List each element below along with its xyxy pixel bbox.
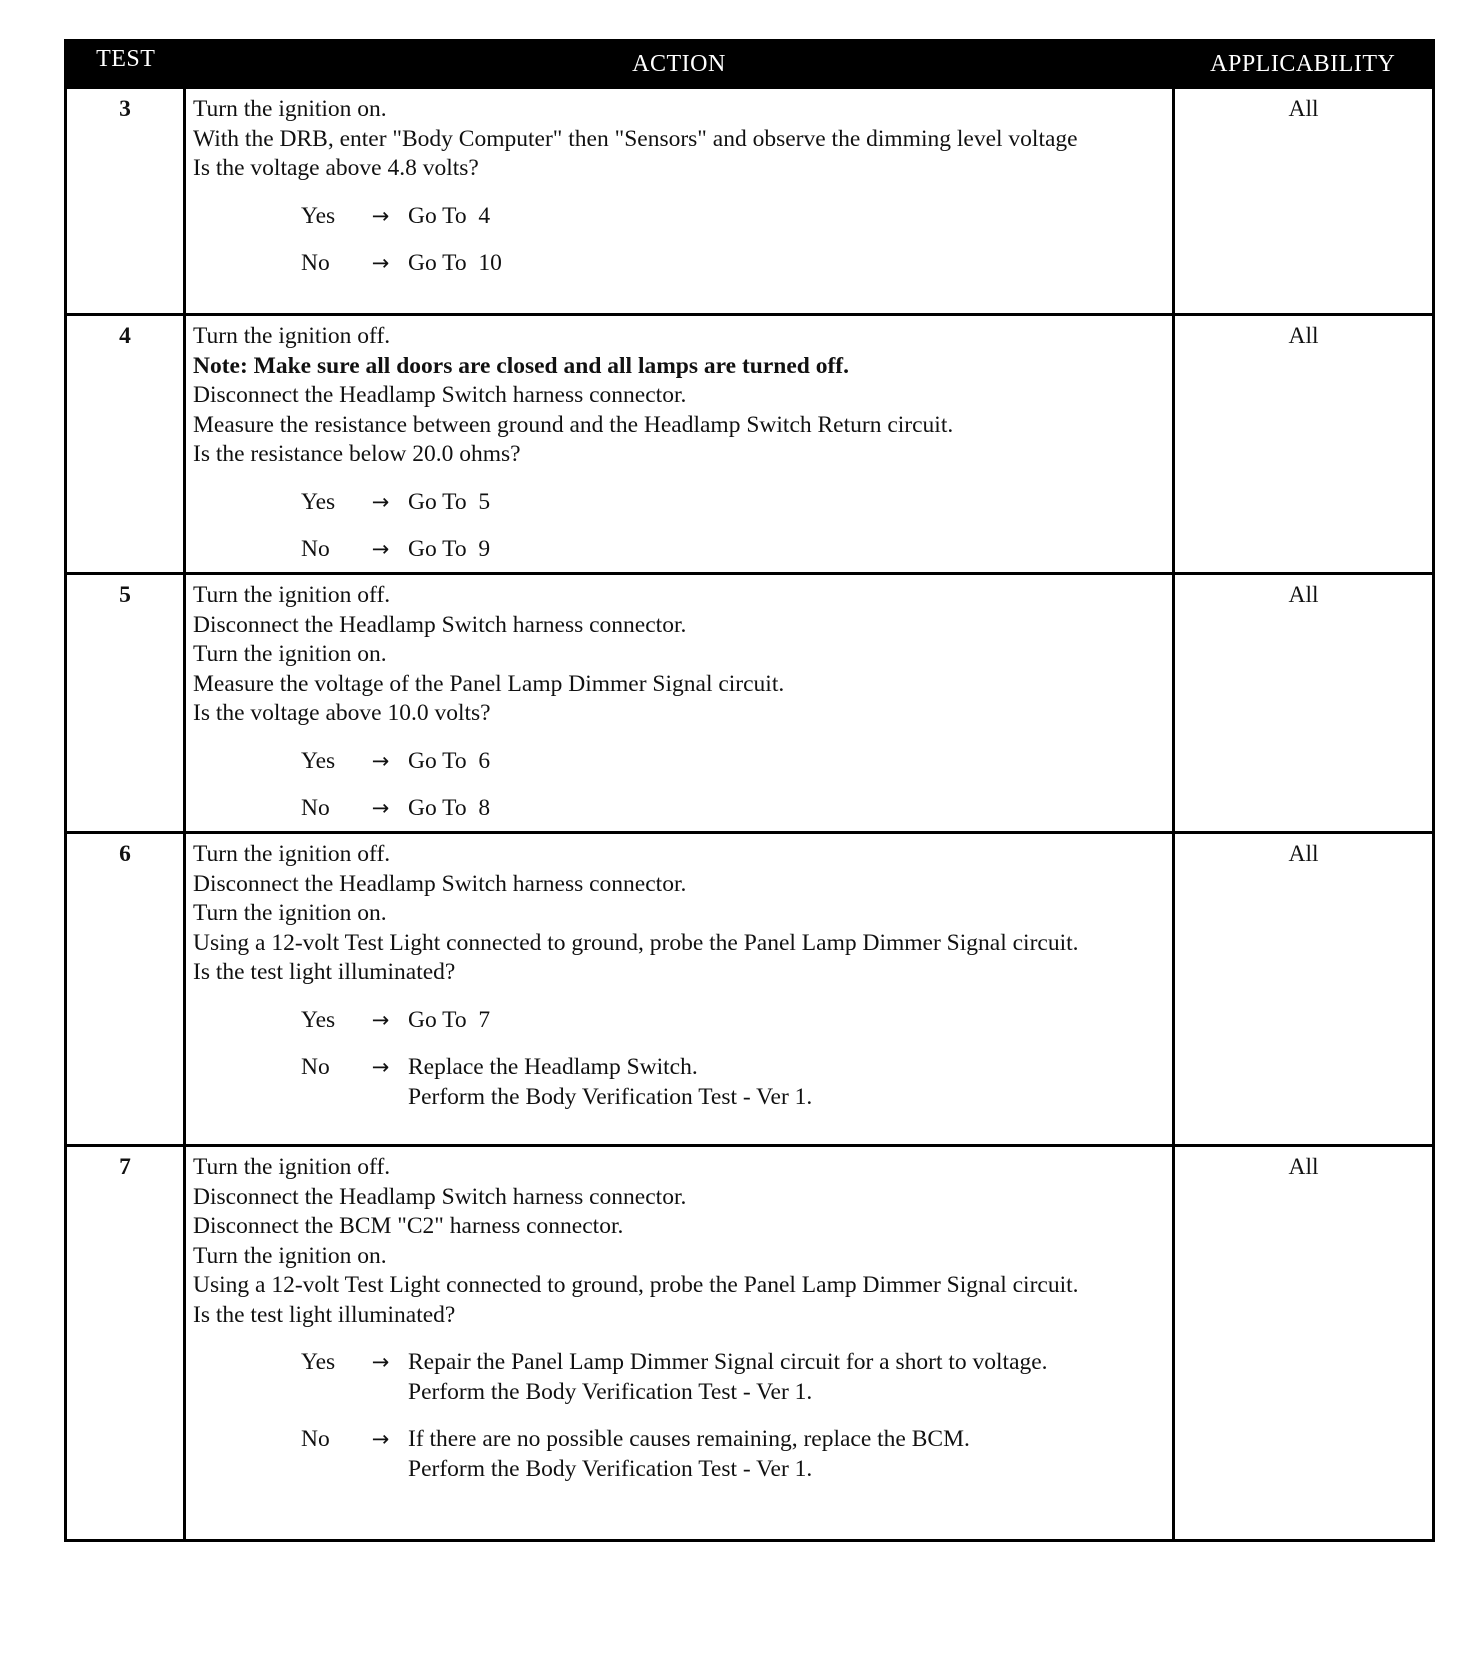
action-step: Turn the ignition off. [193, 323, 391, 349]
test-number: 4 [66, 315, 185, 574]
no-outcome [193, 249, 1164, 279]
no-result-followup: Perform the Body Verification Test - Ver 1. [408, 1455, 813, 1482]
diagnostic-test-table [64, 39, 1435, 1542]
header-test: TEST [66, 41, 185, 88]
action-step: Disconnect the BCM "C2" harness connector. [193, 1213, 624, 1239]
no-label: No [301, 795, 330, 821]
action-question: Is the voltage above 4.8 volts? [193, 155, 479, 181]
action-cell [185, 833, 1174, 1146]
action-step: Disconnect the Headlamp Switch harness connector. [193, 1183, 687, 1210]
table-row [66, 574, 1434, 833]
action-cell [185, 315, 1174, 574]
no-outcome [193, 794, 1164, 824]
applicability-value: All [1174, 88, 1434, 315]
no-result: Go To 8 [408, 795, 491, 821]
yes-result: Go To 5 [408, 488, 491, 515]
action-note: Note: Make sure all doors are closed and all lamps are turned off. [193, 352, 850, 379]
no-label: No [301, 536, 330, 562]
action-question: Is the resistance below 20.0 ohms? [193, 441, 521, 467]
no-result-followup: Perform the Body Verification Test - Ver 1. [408, 1083, 813, 1110]
action-cell [185, 1146, 1174, 1541]
action-cell [185, 88, 1174, 315]
table-row [66, 1146, 1434, 1541]
action-step: Disconnect the Headlamp Switch harness connector. [193, 382, 687, 408]
no-result: Go To 10 [408, 250, 502, 276]
yes-label: Yes [301, 747, 336, 774]
no-result: Go To 9 [408, 536, 491, 562]
yes-label: Yes [301, 488, 336, 515]
no-label: No [301, 250, 330, 276]
action-step: Using a 12-volt Test Light connected to ground, probe the Panel Lamp Dimmer Signal circuit. [193, 929, 1079, 956]
test-number: 6 [66, 833, 185, 1146]
table-header-row [66, 41, 1434, 88]
action-step: Turn the ignition on. [193, 641, 387, 667]
action-step: Turn the ignition off. [193, 582, 391, 608]
right-arrow-icon: → [371, 1427, 390, 1451]
yes-label: Yes [301, 202, 336, 229]
yes-outcome [193, 1006, 1164, 1036]
right-arrow-icon: → [371, 537, 390, 561]
action-step: Turn the ignition off. [193, 841, 391, 867]
header-applicability: APPLICABILITY [1174, 41, 1434, 88]
no-outcome [193, 1053, 1164, 1112]
header-action: ACTION [185, 41, 1174, 88]
action-step: Disconnect the Headlamp Switch harness connector. [193, 611, 687, 638]
action-step: Measure the voltage of the Panel Lamp Dimmer Signal circuit. [193, 670, 785, 697]
no-label: No [301, 1426, 330, 1452]
action-step: Turn the ignition on. [193, 900, 387, 926]
right-arrow-icon: → [371, 1055, 390, 1079]
right-arrow-icon: → [371, 203, 390, 228]
right-arrow-icon: → [371, 489, 390, 514]
yes-outcome [193, 1348, 1164, 1407]
right-arrow-icon: → [371, 1007, 390, 1032]
applicability-value: All [1174, 574, 1434, 833]
yes-label: Yes [301, 1349, 336, 1375]
yes-outcome [193, 202, 1164, 232]
action-step: With the DRB, enter "Body Computer" then "Sensors" and observe the dimming level voltage [193, 125, 1078, 152]
yes-result: Go To 7 [408, 1006, 491, 1033]
applicability-value: All [1174, 833, 1434, 1146]
applicability-value: All [1174, 1146, 1434, 1541]
no-label: No [301, 1054, 330, 1080]
test-number: 7 [66, 1146, 185, 1541]
right-arrow-icon: → [371, 1350, 390, 1374]
action-step: Turn the ignition on. [193, 96, 387, 122]
yes-outcome [193, 747, 1164, 777]
table-row [66, 88, 1434, 315]
no-outcome [193, 535, 1164, 565]
action-step: Turn the ignition on. [193, 1242, 387, 1269]
yes-result: Repair the Panel Lamp Dimmer Signal circuit for a short to voltage. [408, 1349, 1048, 1375]
action-cell [185, 574, 1174, 833]
table-row [66, 833, 1434, 1146]
yes-result: Go To 4 [408, 202, 491, 229]
action-step: Disconnect the Headlamp Switch harness connector. [193, 870, 687, 897]
action-question: Is the voltage above 10.0 volts? [193, 700, 491, 726]
yes-outcome [193, 488, 1164, 518]
right-arrow-icon: → [371, 748, 390, 773]
applicability-value: All [1174, 315, 1434, 574]
right-arrow-icon: → [371, 796, 390, 820]
action-step: Measure the resistance between ground and the Headlamp Switch Return circuit. [193, 411, 954, 438]
no-outcome [193, 1425, 1164, 1484]
no-result: If there are no possible causes remaining, replace the BCM. [408, 1426, 970, 1452]
yes-label: Yes [301, 1006, 336, 1033]
action-step: Using a 12-volt Test Light connected to ground, probe the Panel Lamp Dimmer Signal circuit. [193, 1272, 1079, 1298]
yes-result: Go To 6 [408, 747, 491, 774]
yes-result-followup: Perform the Body Verification Test - Ver 1. [408, 1378, 813, 1405]
action-question: Is the test light illuminated? [193, 1301, 456, 1328]
action-step: Turn the ignition off. [193, 1154, 391, 1180]
test-number: 3 [66, 88, 185, 315]
action-question: Is the test light illuminated? [193, 959, 456, 985]
no-result: Replace the Headlamp Switch. [408, 1054, 698, 1080]
table-row [66, 315, 1434, 574]
test-number: 5 [66, 574, 185, 833]
right-arrow-icon: → [371, 251, 390, 275]
